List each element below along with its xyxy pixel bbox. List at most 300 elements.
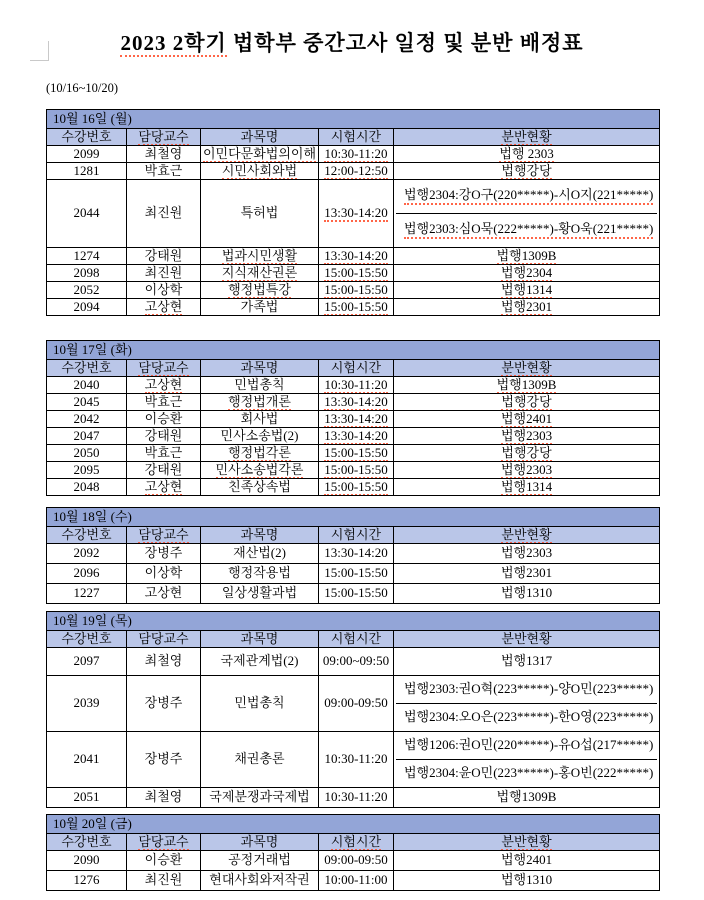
cell-no <box>47 544 127 564</box>
cell-time <box>319 584 394 604</box>
column-header-label: 수강번호 <box>61 359 112 375</box>
cell-subject <box>201 377 319 394</box>
table-row <box>47 462 660 479</box>
cell-prof <box>127 180 201 248</box>
cell-no-text: 2041 <box>73 751 100 767</box>
cell-subject <box>201 584 319 604</box>
cell-no-text: 1281 <box>73 162 100 178</box>
cell-prof <box>127 732 201 788</box>
table-row <box>47 411 660 428</box>
cell-prof-text: 고상현 <box>144 298 183 314</box>
cell-room <box>394 462 660 479</box>
cell-time <box>319 788 394 808</box>
cell-no-text: 2051 <box>73 789 100 805</box>
cell-prof <box>127 544 201 564</box>
column-header <box>394 631 660 648</box>
cell-subject <box>201 163 319 180</box>
cell-time <box>319 146 394 163</box>
table-row <box>47 479 660 496</box>
cell-room-text: 법행강당 <box>501 162 552 178</box>
table-row <box>47 282 660 299</box>
column-header <box>47 631 127 648</box>
cell-no <box>47 428 127 445</box>
cell-prof-text: 이승환 <box>144 852 183 868</box>
column-header-label: 과목명 <box>240 630 279 646</box>
table-row <box>47 584 660 604</box>
cell-room-text: 법행1309B <box>496 247 557 263</box>
cell-subject <box>201 428 319 445</box>
cell-no-text: 2092 <box>73 545 100 561</box>
cell-subject-text: 민법총칙 <box>234 695 285 711</box>
cell-no-text: 2052 <box>73 281 100 297</box>
cell-time-text: 09:00-09:50 <box>324 852 388 868</box>
cell-time <box>319 377 394 394</box>
cell-no <box>47 564 127 584</box>
cell-room <box>394 180 660 248</box>
cell-prof-text: 고상현 <box>144 585 183 601</box>
cell-no-text: 2048 <box>73 478 100 494</box>
cell-no <box>47 445 127 462</box>
cell-no <box>47 411 127 428</box>
cell-subject-text: 민사소송법(2) <box>220 427 299 443</box>
cell-prof <box>127 648 201 676</box>
cell-no <box>47 377 127 394</box>
cell-no-text: 2042 <box>73 410 100 426</box>
cell-prof <box>127 248 201 265</box>
cell-subject <box>201 648 319 676</box>
cell-prof-text: 최진원 <box>144 205 183 221</box>
cell-time <box>319 411 394 428</box>
cell-time-text: 09:00-09:50 <box>324 695 388 711</box>
cell-no <box>47 676 127 732</box>
cell-no <box>47 584 127 604</box>
column-header-label: 분반현황 <box>501 630 552 646</box>
cell-prof <box>127 584 201 604</box>
cell-prof-text: 장병주 <box>144 545 183 561</box>
cell-room <box>394 648 660 676</box>
table-row <box>47 299 660 316</box>
cell-time-text: 15:00-15:50 <box>324 298 388 314</box>
page-corner-mark <box>30 41 49 61</box>
cell-prof-text: 이상학 <box>144 565 183 581</box>
column-header <box>319 129 394 146</box>
cell-prof-text: 최철영 <box>144 789 183 805</box>
cell-time-text: 10:30-11:20 <box>324 751 388 767</box>
cell-subject-text: 행정법각론 <box>228 444 291 460</box>
cell-room <box>394 851 660 871</box>
cell-room-text: 법행1314 <box>500 281 553 297</box>
cell-prof <box>127 851 201 871</box>
cell-prof <box>127 445 201 462</box>
table-row <box>47 732 660 788</box>
cell-time-text: 10:00-11:00 <box>324 872 388 888</box>
section-assignment-text: 법행1206:권O민(220*****)-유O섭(217*****) <box>404 737 654 753</box>
column-header-label: 과목명 <box>240 359 279 375</box>
cell-room <box>394 394 660 411</box>
cell-subject-text: 가족법 <box>240 298 279 314</box>
column-header <box>201 527 319 544</box>
column-header-label: 담당교수 <box>138 359 189 375</box>
cell-subject-text: 국제관계법(2) <box>220 653 299 669</box>
cell-room <box>394 544 660 564</box>
cell-prof-text: 이승환 <box>144 410 183 426</box>
column-header <box>127 834 201 851</box>
column-header-label: 과목명 <box>240 128 279 144</box>
day-header: 10월 19일 (목) <box>47 612 660 631</box>
schedule-tables <box>46 109 704 891</box>
cell-subject <box>201 871 319 891</box>
cell-prof <box>127 394 201 411</box>
section-assignment <box>396 676 657 704</box>
day-header: 10월 16일 (월) <box>47 110 660 129</box>
day-table <box>46 611 660 808</box>
section-assignment <box>396 704 657 731</box>
cell-subject-text: 회사법 <box>240 410 279 426</box>
cell-subject <box>201 462 319 479</box>
table-row <box>47 851 660 871</box>
column-header-label: 과목명 <box>240 833 279 849</box>
cell-room-text: 법행2303 <box>500 461 553 477</box>
cell-subject-text: 일상생활과법 <box>221 585 298 601</box>
column-header <box>201 360 319 377</box>
table-row <box>47 788 660 808</box>
cell-room <box>394 163 660 180</box>
cell-subject <box>201 146 319 163</box>
cell-room-text: 법행1310 <box>500 872 553 888</box>
cell-time <box>319 265 394 282</box>
cell-time <box>319 851 394 871</box>
cell-subject-text: 재산법(2) <box>233 545 286 561</box>
cell-prof-text: 최철영 <box>144 145 183 161</box>
column-header <box>127 129 201 146</box>
cell-time <box>319 394 394 411</box>
cell-time-text: 15:00-15:50 <box>324 565 388 581</box>
cell-prof <box>127 299 201 316</box>
cell-subject <box>201 282 319 299</box>
column-header-label: 시험시간 <box>330 526 382 542</box>
cell-time <box>319 163 394 180</box>
cell-subject-text: 행정법특강 <box>228 281 291 297</box>
column-header <box>47 527 127 544</box>
cell-subject-text: 행정법개론 <box>228 393 291 409</box>
cell-prof-text: 박효근 <box>144 444 183 460</box>
cell-prof-text: 장병주 <box>144 751 183 767</box>
cell-subject <box>201 479 319 496</box>
column-header <box>394 527 660 544</box>
cell-time-text: 13:30-14:20 <box>324 427 388 443</box>
cell-prof <box>127 428 201 445</box>
cell-prof-text: 최진원 <box>144 264 183 280</box>
cell-no-text: 2050 <box>73 444 100 460</box>
cell-room <box>394 282 660 299</box>
cell-prof <box>127 146 201 163</box>
column-header-label: 수강번호 <box>61 128 112 144</box>
cell-no-text: 2045 <box>73 393 100 409</box>
cell-subject-text: 시민사회와법 <box>221 162 298 178</box>
table-row <box>47 428 660 445</box>
day-table <box>46 507 660 604</box>
column-header <box>319 360 394 377</box>
cell-room <box>394 564 660 584</box>
table-row <box>47 564 660 584</box>
cell-room-text: 법행2401 <box>500 410 553 426</box>
cell-time <box>319 871 394 891</box>
cell-no <box>47 732 127 788</box>
cell-subject <box>201 299 319 316</box>
cell-time-text: 13:30-14:20 <box>324 393 388 409</box>
cell-prof-text: 장병주 <box>144 695 183 711</box>
cell-time-text: 15:00-15:50 <box>324 264 388 280</box>
cell-time <box>319 676 394 732</box>
cell-no <box>47 479 127 496</box>
cell-time <box>319 299 394 316</box>
table-row <box>47 676 660 732</box>
cell-subject-text: 국제분쟁과국제법 <box>209 789 310 805</box>
cell-prof-text: 고상현 <box>144 478 183 494</box>
cell-subject <box>201 676 319 732</box>
column-header <box>201 129 319 146</box>
column-header-label: 수강번호 <box>61 630 112 646</box>
table-row <box>47 544 660 564</box>
cell-room <box>394 871 660 891</box>
column-header-label: 분반현황 <box>501 833 552 849</box>
cell-no-text: 2090 <box>73 852 100 868</box>
cell-prof-text: 강태원 <box>144 427 183 443</box>
table-row <box>47 265 660 282</box>
column-header <box>127 527 201 544</box>
cell-no-text: 2095 <box>73 461 100 477</box>
cell-room <box>394 676 660 732</box>
cell-subject-text: 이민다문화법의이해 <box>203 145 317 161</box>
cell-prof-text: 최진원 <box>144 872 183 888</box>
cell-prof-text: 박효근 <box>144 393 183 409</box>
column-header <box>394 129 660 146</box>
cell-prof <box>127 676 201 732</box>
cell-subject <box>201 394 319 411</box>
column-header <box>394 360 660 377</box>
cell-time-text: 15:00-15:50 <box>324 478 388 494</box>
cell-subject-text: 특허법 <box>240 205 279 221</box>
cell-time <box>319 428 394 445</box>
cell-room <box>394 445 660 462</box>
cell-room-text: 법행2401 <box>500 852 553 868</box>
column-header-label: 수강번호 <box>61 526 112 542</box>
cell-prof-text: 강태원 <box>144 461 183 477</box>
table-row <box>47 146 660 163</box>
cell-time-text: 12:00-12:50 <box>324 162 388 178</box>
cell-subject <box>201 411 319 428</box>
column-header <box>47 834 127 851</box>
cell-room-text: 법행1314 <box>500 478 553 494</box>
cell-room-text: 법행1310 <box>500 585 553 601</box>
day-table <box>46 814 660 891</box>
cell-no <box>47 248 127 265</box>
cell-room <box>394 732 660 788</box>
table-row <box>47 163 660 180</box>
title-flagged-text: 2023 2학기 <box>120 31 227 55</box>
table-row <box>47 871 660 891</box>
cell-subject-text: 법과시민생활 <box>221 247 298 263</box>
cell-subject <box>201 732 319 788</box>
section-assignment-text: 법행2304:오O은(223*****)-한O영(223*****) <box>404 709 654 725</box>
cell-room <box>394 479 660 496</box>
cell-prof <box>127 788 201 808</box>
cell-subject-text: 행정작용법 <box>228 565 291 581</box>
cell-subject-text: 현대사회와저작권 <box>209 872 310 888</box>
cell-time-text: 15:00-15:50 <box>324 585 388 601</box>
cell-prof <box>127 377 201 394</box>
table-row <box>47 648 660 676</box>
cell-time-text: 13:30-14:20 <box>324 205 388 221</box>
cell-subject <box>201 265 319 282</box>
cell-room <box>394 248 660 265</box>
cell-time-text: 10:30-11:20 <box>324 145 388 161</box>
cell-time-text: 13:30-14:20 <box>324 247 388 263</box>
column-header-label: 분반현황 <box>501 526 552 542</box>
column-header-label: 수강번호 <box>61 833 112 849</box>
cell-subject <box>201 544 319 564</box>
cell-time-text: 13:30-14:20 <box>324 410 388 426</box>
cell-subject <box>201 788 319 808</box>
cell-room-text: 법행강당 <box>501 393 552 409</box>
cell-prof-text: 박효근 <box>144 162 183 178</box>
column-header <box>201 834 319 851</box>
cell-no <box>47 163 127 180</box>
date-range: (10/16~10/20) <box>46 81 119 95</box>
day-table <box>46 109 660 316</box>
cell-subject-text: 지식재산권론 <box>221 264 298 280</box>
cell-room-text: 법행1309B <box>496 789 557 805</box>
cell-room <box>394 146 660 163</box>
cell-prof <box>127 564 201 584</box>
cell-room-text: 법행강당 <box>501 444 552 460</box>
day-table <box>46 340 660 496</box>
cell-room <box>394 788 660 808</box>
column-header-label: 시험시간 <box>330 128 382 144</box>
cell-room <box>394 299 660 316</box>
title-rest-text: 법학부 중간고사 일정 및 분반 배정표 <box>226 31 584 55</box>
cell-room-text: 법행1317 <box>500 653 553 669</box>
cell-subject <box>201 180 319 248</box>
day-header: 10월 20일 (금) <box>47 815 660 834</box>
cell-no-text: 2097 <box>73 653 100 669</box>
cell-prof <box>127 411 201 428</box>
cell-no-text: 2099 <box>73 145 100 161</box>
cell-prof-text: 최철영 <box>144 653 183 669</box>
cell-subject-text: 채권총론 <box>234 751 285 767</box>
table-row <box>47 445 660 462</box>
cell-subject-text: 친족상속법 <box>228 478 291 494</box>
cell-no <box>47 299 127 316</box>
column-header-label: 시험시간 <box>330 833 382 849</box>
table-row <box>47 180 660 248</box>
day-header: 10월 18일 (수) <box>47 508 660 527</box>
cell-room <box>394 428 660 445</box>
cell-no <box>47 871 127 891</box>
column-header-label: 시험시간 <box>330 630 382 646</box>
column-header <box>394 834 660 851</box>
cell-time <box>319 282 394 299</box>
cell-no-text: 2040 <box>73 376 100 392</box>
cell-prof <box>127 462 201 479</box>
cell-subject-text: 민법총칙 <box>234 376 285 392</box>
cell-prof <box>127 871 201 891</box>
cell-room-text: 법행2303 <box>500 427 553 443</box>
cell-time <box>319 648 394 676</box>
cell-no-text: 1227 <box>73 585 100 601</box>
cell-no-text: 2039 <box>73 695 100 711</box>
column-header-label: 담당교수 <box>138 526 189 542</box>
section-assignment-text: 법행2303:권O혁(223*****)-양O민(223*****) <box>404 681 654 697</box>
cell-no <box>47 648 127 676</box>
cell-time <box>319 445 394 462</box>
cell-time-text: 13:30-14:20 <box>324 545 388 561</box>
day-header: 10월 17일 (화) <box>47 341 660 360</box>
cell-no-text: 1274 <box>73 247 100 263</box>
cell-time-text: 15:00-15:50 <box>324 281 388 297</box>
cell-no <box>47 265 127 282</box>
column-header-label: 과목명 <box>240 526 279 542</box>
cell-room-text: 법행2304 <box>500 264 553 280</box>
cell-no-text: 2044 <box>73 205 100 221</box>
page-title <box>0 27 704 57</box>
cell-time-text: 15:00-15:50 <box>324 444 388 460</box>
cell-no <box>47 851 127 871</box>
cell-room <box>394 265 660 282</box>
cell-prof-text: 강태원 <box>144 247 183 263</box>
cell-subject-text: 공정거래법 <box>228 852 291 868</box>
cell-time <box>319 564 394 584</box>
cell-subject-text: 민사소송법각론 <box>215 461 304 477</box>
cell-no <box>47 146 127 163</box>
column-header <box>319 527 394 544</box>
cell-no <box>47 462 127 479</box>
column-header <box>201 631 319 648</box>
cell-no <box>47 788 127 808</box>
cell-room-text: 법행1309B <box>496 376 557 392</box>
cell-room-text: 법행2303 <box>500 545 553 561</box>
cell-time <box>319 462 394 479</box>
cell-no-text: 2096 <box>73 565 100 581</box>
cell-room-text: 법행2301 <box>500 298 553 314</box>
cell-prof <box>127 265 201 282</box>
column-header-label: 담당교수 <box>138 128 189 144</box>
section-assignment <box>396 180 657 214</box>
cell-subject <box>201 564 319 584</box>
cell-prof-text: 이상학 <box>144 281 183 297</box>
column-header-label: 시험시간 <box>330 359 382 375</box>
cell-prof-text: 고상현 <box>144 376 183 392</box>
cell-no-text: 2098 <box>73 264 100 280</box>
cell-room <box>394 411 660 428</box>
column-header <box>47 129 127 146</box>
column-header <box>127 360 201 377</box>
cell-no <box>47 180 127 248</box>
cell-time-text: 09:00~09:50 <box>322 653 390 669</box>
table-row <box>47 377 660 394</box>
column-header <box>127 631 201 648</box>
section-assignment <box>396 760 657 787</box>
cell-room <box>394 377 660 394</box>
column-header-label: 담당교수 <box>138 630 189 646</box>
section-assignment-text: 법행2304:윤O민(223*****)-홍O빈(222*****) <box>404 765 654 781</box>
cell-prof <box>127 163 201 180</box>
cell-room <box>394 584 660 604</box>
cell-time <box>319 544 394 564</box>
column-header <box>319 631 394 648</box>
table-row <box>47 248 660 265</box>
cell-no-text: 2094 <box>73 298 100 314</box>
